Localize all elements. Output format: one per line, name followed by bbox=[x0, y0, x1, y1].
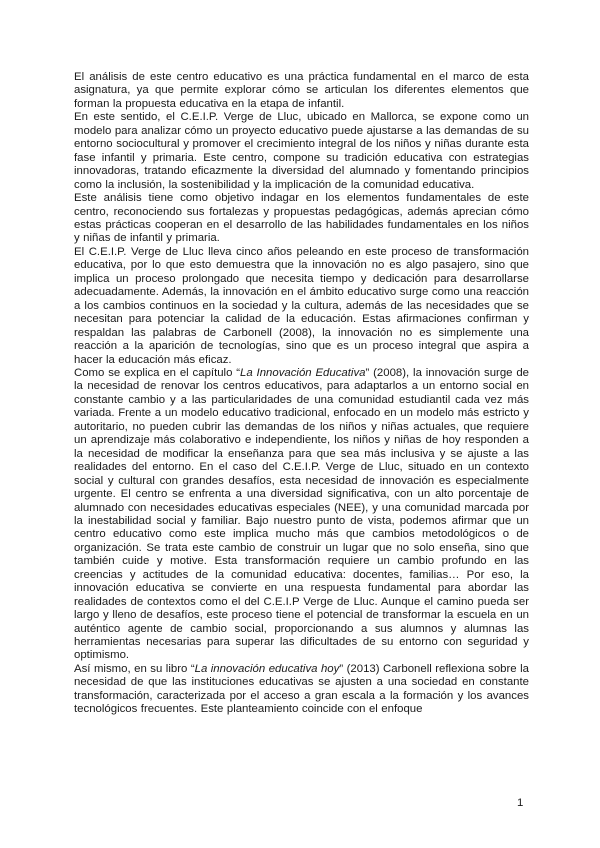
italic-title: La Innovación Educativa bbox=[240, 366, 366, 379]
paragraph-innovation-chapter bbox=[74, 367, 529, 663]
italic-title: La innovación educativa hoy bbox=[194, 662, 340, 675]
paragraph-transformation: El C.E.I.P. Verge de Lluc lleva cinco años peleando en este proceso de transformación educativa, por lo que esto demuestra que la innovación no es algo pasajero, sino que implica un proceso prolongado que necesita tiempo y dedicación para desarrollarse adecuadamente. Además, la innovación en el ámbito educativo surge como una reacción a los cambios continuos en la sociedad y la cultura, además de las necesidades que se necesitan para potenciar la calidad de la educación. Estas afirmaciones confirman y respaldan las palabras de Carbonell (2008), la innovación no es simplemente una reacción a la aparición de tecnologías, sino que es un proceso integral que aspira a hacer la educación más eficaz. bbox=[74, 245, 529, 366]
paragraph-objective: Este análisis tiene como objetivo indagar en los elementos fundamentales de este centro, reconociendo sus fortalezas y propuestas pedagógicas, además aprecian cómo estas prácticas cooperan en el desarrollo de las habilidades fundamentales en los niños y niñas de infantil y primaria. bbox=[74, 192, 529, 245]
paragraph-carbonell-book bbox=[74, 663, 529, 717]
document-body bbox=[74, 71, 529, 717]
paragraph-context: En este sentido, el C.E.I.P. Verge de Lluc, ubicado en Mallorca, se expone como un modelo para analizar cómo un proyecto educativo puede ajustarse a las demandas de su entorno sociocultural y promover el crecimiento integral de los niños y niñas durante esta fase infantil y primaria. Este centro, compone su tradición educativa con estrategias innovadoras, tratando eficazmente la diversidad del alumnado y fomentando principios como la inclusión, la sostenibilidad y la implicación de la comunidad educativa. bbox=[74, 111, 529, 191]
page-number: 1 bbox=[517, 797, 524, 809]
text-span: ” (2013) Carbonell reflexiona sobre la necesidad de que las instituciones educativas se ajusten a una sociedad en constante transformación, caracterizada por el acceso a gran escala a la formación y los avances tecnológicos frecuentes. Este planteamiento coincide con el enfoque bbox=[74, 662, 529, 716]
paragraph-intro: El análisis de este centro educativo es una práctica fundamental en el marco de esta asignatura, ya que permite explorar cómo se articulan los diferentes elementos que forman la propuesta educativa en la etapa de infantil. bbox=[74, 71, 529, 110]
text-span: Como se explica en el capítulo “ bbox=[74, 366, 241, 379]
text-span: ” (2008), la innovación surge de la necesidad de renovar los centros educativos, para adaptarlos a un entorno social en constante cambio y a las particularidades de una comunidad estudiantil cada vez más variada. Frente a un modelo educativo tradicional, enfocado en un modelo más estricto y autoritario, no pueden cubrir las demandas de los niños y niñas actuales, que requiere un aprendizaje más colaborativo e independiente, los niños y niñas de hoy responden a la necesidad de modificar la enseñanza para que sea más inclusiva y se ajuste a las realidades del entorno. En el caso del C.E.I.P. Verge de Lluc, situado en un contexto social y cultural con grandes desafíos, esta necesidad de innovación es especialmente urgente. El centro se enfrenta a una diversidad significativa, con un alto porcentaje de alumnado con necesidades educativas especiales (NEE), y una comunidad marcada por la inestabilidad social y familiar. Bajo nuestro punto de vista, podemos afirmar que un centro educativo como este implica mucho más que cambios metodológicos o de organización. Se trata este cambio de construir un lugar que no solo enseña, sino que también cuide y motive. Esta transformación requiere un cambio profundo en las creencias y actitudes de la comunidad educativa: docentes, familias… Por eso, la innovación educativa se convierte en una respuesta fundamental para abordar las realidades de contextos como el del C.E.I.P Verge de Lluc. Aunque el camino pueda ser largo y lleno de desafíos, este proceso tiene el potencial de transformar la escuela en un auténtico agente de cambio social, proporcionando a sus alumnos y alumnas las herramientas necesarias para superar las dificultades de su entorno con seguridad y optimismo. bbox=[74, 366, 530, 662]
text-span: Así mismo, en su libro “ bbox=[74, 662, 195, 675]
